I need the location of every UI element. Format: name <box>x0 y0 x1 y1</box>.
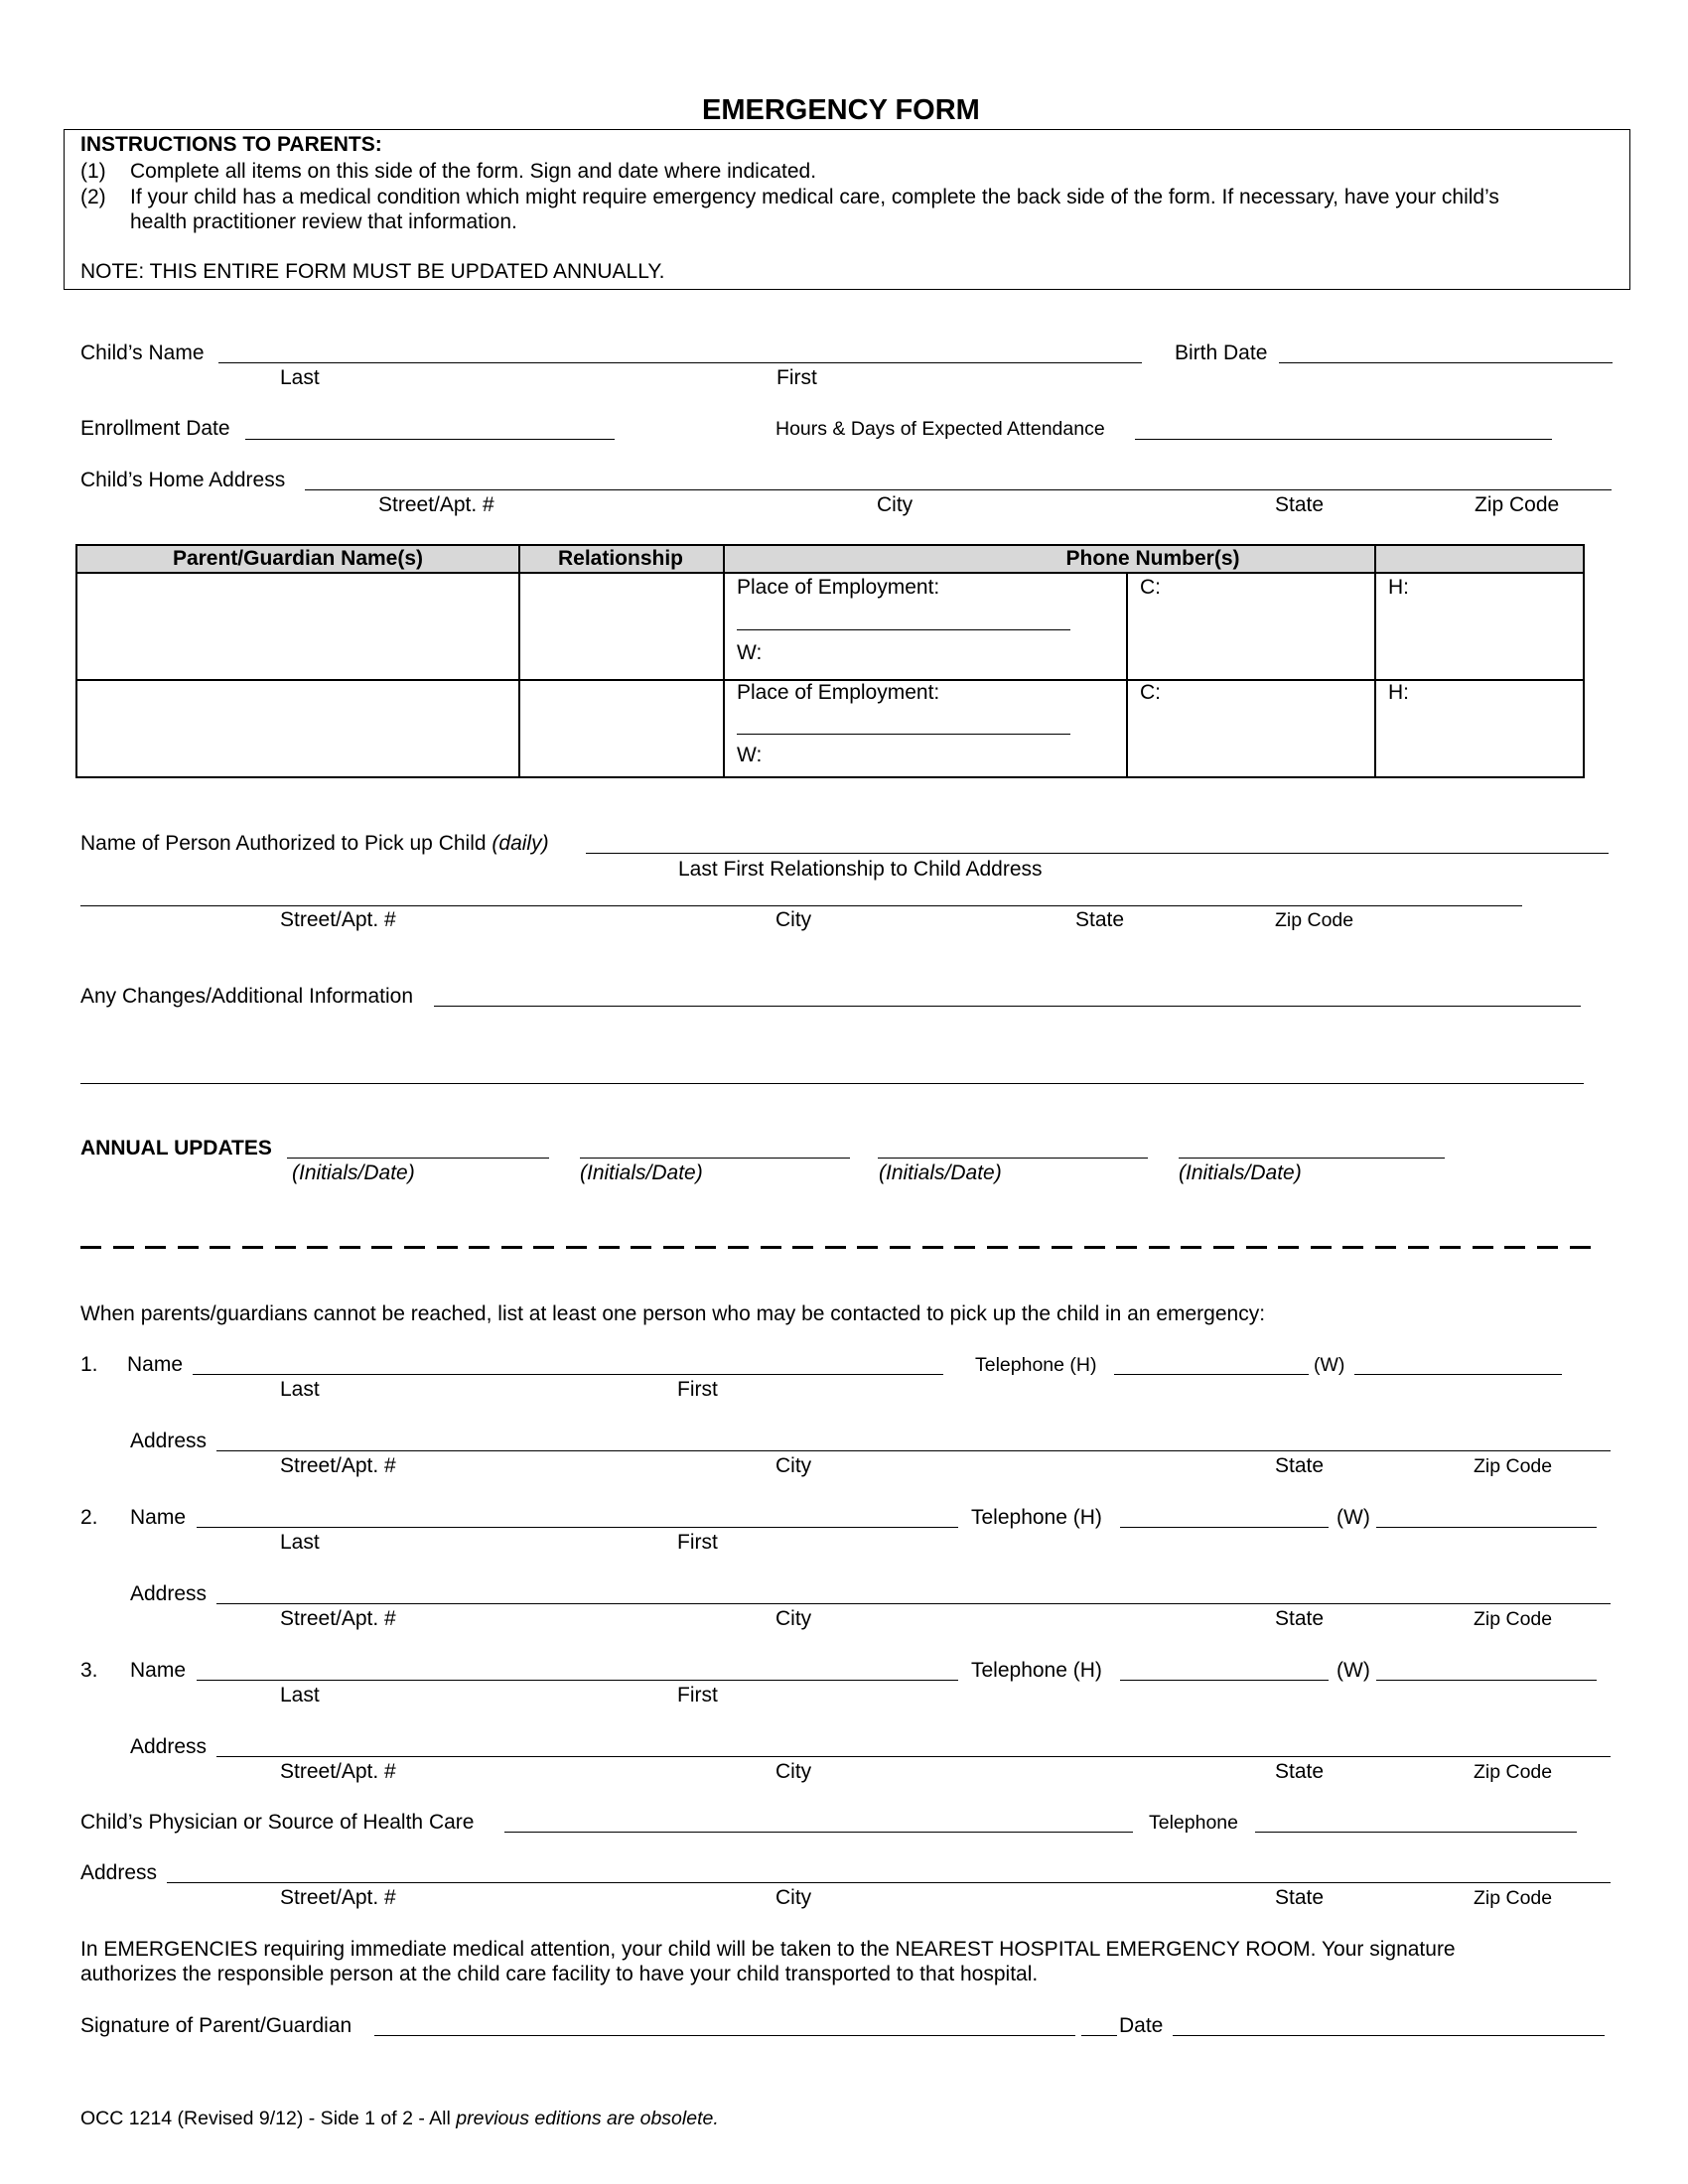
annual-update-caption-4: (Initials/Date) <box>1179 1161 1302 1184</box>
cell-phone-label-2: C: <box>1140 681 1161 704</box>
form-footer <box>80 2109 719 2129</box>
signature-field[interactable] <box>374 2035 1075 2036</box>
cut-line-dash <box>825 1246 846 1249</box>
child-first-caption: First <box>776 366 817 389</box>
instruction-text-1: Complete all items on this side of the form. Sign and date where indicated. <box>130 160 817 183</box>
contact-zip-caption-2: Zip Code <box>1474 1608 1553 1630</box>
contact-name-label-2: Name <box>130 1506 187 1529</box>
cut-line-dash <box>1570 1246 1591 1249</box>
contact-tel-w-label-2: (W) <box>1336 1506 1370 1529</box>
cut-line-dash <box>1149 1246 1170 1249</box>
contact-address-label-3: Address <box>130 1735 208 1758</box>
enrollment-date-label: Enrollment Date <box>80 417 230 440</box>
table-col-divider-3 <box>1126 572 1128 777</box>
parent-guardian-table <box>75 544 1585 778</box>
cut-line-dash <box>533 1246 554 1249</box>
contact-tel-h-label-3: Telephone (H) <box>971 1659 1102 1682</box>
hours-days-label: Hours & Days of Expected Attendance <box>775 418 1105 440</box>
cut-line-dash <box>1375 1246 1396 1249</box>
parent-name-cell-2[interactable] <box>77 681 518 776</box>
header-relationship: Relationship <box>557 547 683 570</box>
changes-field-2[interactable] <box>80 1083 1584 1084</box>
instructions-note: NOTE: THIS ENTIRE FORM MUST BE UPDATED ANNUALLY. <box>80 260 665 283</box>
annual-updates-label: ANNUAL UPDATES <box>80 1137 272 1160</box>
emergency-text-line-2: authorizes the responsible person at the child care facility to have your child transported to that hospital. <box>80 1963 1039 1985</box>
instruction-number-2: (2) <box>80 186 106 208</box>
contact-tel-h-label-2: Telephone (H) <box>971 1506 1102 1529</box>
contacts-intro: When parents/guardians cannot be reached, list at least one person who may be contacted to pick up the child in an emergency: <box>80 1302 1266 1325</box>
table-col-divider-4 <box>1374 546 1376 777</box>
cut-line-dash <box>1084 1246 1105 1249</box>
contact-last-caption-1: Last <box>280 1378 320 1401</box>
contact-address-field-1[interactable] <box>216 1450 1611 1451</box>
signature-date-lead <box>1081 2035 1117 2036</box>
header-parent-name: Parent/Guardian Name(s) <box>172 547 424 570</box>
contact-number-2: 2. <box>80 1506 98 1529</box>
emergency-text-line-1: In EMERGENCIES requiring immediate medical attention, your child will be taken to the NEAREST HOSPITAL EMERGENCY ROOM. Your signature <box>80 1938 1456 1961</box>
cut-line-dash <box>599 1246 620 1249</box>
annual-update-caption-3: (Initials/Date) <box>879 1161 1002 1184</box>
annual-update-field-4[interactable] <box>1179 1158 1445 1159</box>
contact-address-field-3[interactable] <box>216 1756 1611 1757</box>
cut-line-dash <box>340 1246 360 1249</box>
home-phone-label-1: H: <box>1388 576 1409 599</box>
cut-line-dash <box>890 1246 911 1249</box>
cut-line-dash <box>1342 1246 1363 1249</box>
child-last-caption: Last <box>280 366 320 389</box>
pickup-daily: (daily) <box>492 832 549 855</box>
birth-date-field[interactable] <box>1279 362 1613 363</box>
contact-tel-h-field-2[interactable] <box>1120 1527 1329 1528</box>
birth-date-label: Birth Date <box>1175 341 1268 364</box>
work-phone-label-1: W: <box>737 641 763 664</box>
footer-text: OCC 1214 (Revised 9/12) - Side 1 of 2 - All <box>80 2108 451 2129</box>
contact-street-caption-1: Street/Apt. # <box>280 1454 396 1477</box>
contact-name-field-3[interactable] <box>197 1680 958 1681</box>
cell-phone-label-1: C: <box>1140 576 1161 599</box>
form-title: EMERGENCY FORM <box>702 94 980 126</box>
signature-label: Signature of Parent/Guardian <box>80 2014 352 2037</box>
cut-line-dash <box>501 1246 522 1249</box>
instructions-heading: INSTRUCTIONS TO PARENTS: <box>80 133 382 156</box>
table-col-divider-2 <box>723 546 725 777</box>
footer-italic: previous editions are obsolete. <box>456 2108 719 2129</box>
instruction-number-1: (1) <box>80 160 106 183</box>
cut-line-dash <box>1440 1246 1461 1249</box>
contact-street-caption-2: Street/Apt. # <box>280 1607 396 1630</box>
contact-zip-caption-3: Zip Code <box>1474 1761 1553 1783</box>
cut-line-dash <box>1537 1246 1558 1249</box>
cut-line-dash <box>469 1246 490 1249</box>
pickup-state-caption: State <box>1075 908 1125 931</box>
physician-zip-caption: Zip Code <box>1474 1887 1553 1909</box>
parent-name-cell-1[interactable] <box>77 574 518 679</box>
contact-number-3: 3. <box>80 1659 98 1682</box>
cut-line-dash <box>1052 1246 1072 1249</box>
physician-field[interactable] <box>504 1832 1133 1833</box>
cut-line-dash <box>987 1246 1008 1249</box>
employment-field-1[interactable] <box>737 629 1070 630</box>
cut-line-dash <box>275 1246 296 1249</box>
cut-line-dash <box>1019 1246 1040 1249</box>
cut-line-dash <box>761 1246 781 1249</box>
contact-tel-w-field-1[interactable] <box>1354 1374 1562 1375</box>
contact-city-caption-1: City <box>775 1454 812 1477</box>
pickup-address-field[interactable] <box>80 905 1522 906</box>
contact-address-label-2: Address <box>130 1582 208 1605</box>
relationship-cell-1[interactable] <box>520 574 723 679</box>
employment-field-2[interactable] <box>737 734 1070 735</box>
pickup-sub-caption: Last First Relationship to Child Address <box>678 858 1043 881</box>
contact-address-label-1: Address <box>130 1430 208 1452</box>
cut-line-dash <box>404 1246 425 1249</box>
physician-street-caption: Street/Apt. # <box>280 1886 396 1909</box>
date-field[interactable] <box>1173 2035 1605 2036</box>
cut-line-dash <box>178 1246 199 1249</box>
date-label: Date <box>1119 2014 1164 2037</box>
cut-line-dash <box>954 1246 975 1249</box>
contact-state-caption-2: State <box>1275 1607 1325 1630</box>
home-zip-caption: Zip Code <box>1475 493 1560 516</box>
pickup-city-caption: City <box>775 908 812 931</box>
work-phone-label-2: W: <box>737 744 763 766</box>
contact-first-caption-1: First <box>677 1378 718 1401</box>
pickup-zip-caption: Zip Code <box>1275 909 1354 931</box>
contact-number-1: 1. <box>80 1353 98 1376</box>
cut-line-dash <box>113 1246 134 1249</box>
cut-line-dash <box>307 1246 328 1249</box>
physician-address-label: Address <box>80 1861 158 1884</box>
physician-state-caption: State <box>1275 1886 1325 1909</box>
cut-line-dash <box>1213 1246 1234 1249</box>
hours-days-field[interactable] <box>1135 439 1552 440</box>
cut-line-dash <box>1311 1246 1332 1249</box>
home-city-caption: City <box>877 493 914 516</box>
enrollment-date-field[interactable] <box>245 439 615 440</box>
home-address-field[interactable] <box>305 489 1612 490</box>
contact-last-caption-2: Last <box>280 1531 320 1554</box>
changes-label: Any Changes/Additional Information <box>80 985 414 1008</box>
contact-tel-w-field-3[interactable] <box>1376 1680 1597 1681</box>
contact-first-caption-2: First <box>677 1531 718 1554</box>
header-phone-numbers: Phone Number(s) <box>1065 547 1240 570</box>
cut-line-dash <box>1278 1246 1299 1249</box>
contact-tel-h-label-1: Telephone (H) <box>975 1354 1097 1376</box>
contact-tel-w-field-2[interactable] <box>1376 1527 1597 1528</box>
contact-zip-caption-1: Zip Code <box>1474 1455 1553 1477</box>
instruction-text-2: If your child has a medical condition which might require emergency medical care, complete the back side of the form. If necessary, have your child’s <box>130 186 1499 208</box>
contact-tel-w-label-3: (W) <box>1336 1659 1370 1682</box>
cut-line-dash <box>631 1246 651 1249</box>
cut-line-dash <box>1473 1246 1493 1249</box>
relationship-cell-2[interactable] <box>520 681 723 776</box>
contact-state-caption-1: State <box>1275 1454 1325 1477</box>
annual-update-field-1[interactable] <box>287 1158 549 1159</box>
home-street-caption: Street/Apt. # <box>378 493 494 516</box>
annual-update-field-2[interactable] <box>580 1158 850 1159</box>
home-phone-label-2: H: <box>1388 681 1409 704</box>
contact-city-caption-2: City <box>775 1607 812 1630</box>
annual-update-caption-2: (Initials/Date) <box>580 1161 703 1184</box>
contact-name-field-2[interactable] <box>197 1527 958 1528</box>
contact-state-caption-3: State <box>1275 1760 1325 1783</box>
cut-line-dash <box>922 1246 943 1249</box>
child-name-label: Child’s Name <box>80 341 205 364</box>
cut-line-dash <box>792 1246 813 1249</box>
home-address-label: Child’s Home Address <box>80 469 286 491</box>
contact-tel-h-field-1[interactable] <box>1114 1374 1309 1375</box>
contact-street-caption-3: Street/Apt. # <box>280 1760 396 1783</box>
cut-line-dash <box>210 1246 230 1249</box>
cut-line-dash <box>80 1246 101 1249</box>
cut-line-dash <box>242 1246 263 1249</box>
cut-line-dash <box>857 1246 878 1249</box>
physician-city-caption: City <box>775 1886 812 1909</box>
child-name-field[interactable] <box>218 362 1142 363</box>
changes-field-1[interactable] <box>434 1006 1581 1007</box>
cut-line-dash <box>1504 1246 1525 1249</box>
contact-name-field-1[interactable] <box>193 1374 943 1375</box>
cut-line-dash <box>1116 1246 1137 1249</box>
pickup-name-field[interactable] <box>586 853 1609 854</box>
physician-telephone-field[interactable] <box>1255 1832 1577 1833</box>
contact-last-caption-3: Last <box>280 1684 320 1706</box>
contact-tel-w-label-1: (W) <box>1314 1354 1345 1376</box>
cut-line-dash <box>695 1246 716 1249</box>
pickup-label-text: Name of Person Authorized to Pick up Child <box>80 832 487 855</box>
contact-city-caption-3: City <box>775 1760 812 1783</box>
table-header-right-edge <box>1583 546 1585 572</box>
cut-line-dash <box>663 1246 684 1249</box>
cut-line-dash <box>728 1246 749 1249</box>
pickup-label <box>80 832 549 855</box>
annual-update-caption-1: (Initials/Date) <box>292 1161 415 1184</box>
employment-label-1: Place of Employment: <box>737 576 940 599</box>
home-state-caption: State <box>1275 493 1325 516</box>
contact-address-field-2[interactable] <box>216 1603 1611 1604</box>
cut-line-dash <box>371 1246 392 1249</box>
employment-label-2: Place of Employment: <box>737 681 940 704</box>
cut-line-dash <box>1408 1246 1429 1249</box>
physician-telephone-label: Telephone <box>1149 1812 1238 1834</box>
pickup-street-caption: Street/Apt. # <box>280 908 396 931</box>
cut-line-dash <box>566 1246 587 1249</box>
contact-name-label-3: Name <box>130 1659 187 1682</box>
instruction-text-2-cont: health practitioner review that information. <box>130 210 517 233</box>
cut-line-dash <box>437 1246 458 1249</box>
cut-line-dash <box>1246 1246 1267 1249</box>
physician-label: Child’s Physician or Source of Health Care <box>80 1811 475 1834</box>
contact-first-caption-3: First <box>677 1684 718 1706</box>
annual-update-field-3[interactable] <box>878 1158 1148 1159</box>
physician-address-field[interactable] <box>167 1882 1611 1883</box>
contact-name-label-1: Name <box>127 1353 184 1376</box>
cut-line-dash <box>145 1246 166 1249</box>
cut-line-dash <box>1181 1246 1201 1249</box>
contact-tel-h-field-3[interactable] <box>1120 1680 1329 1681</box>
